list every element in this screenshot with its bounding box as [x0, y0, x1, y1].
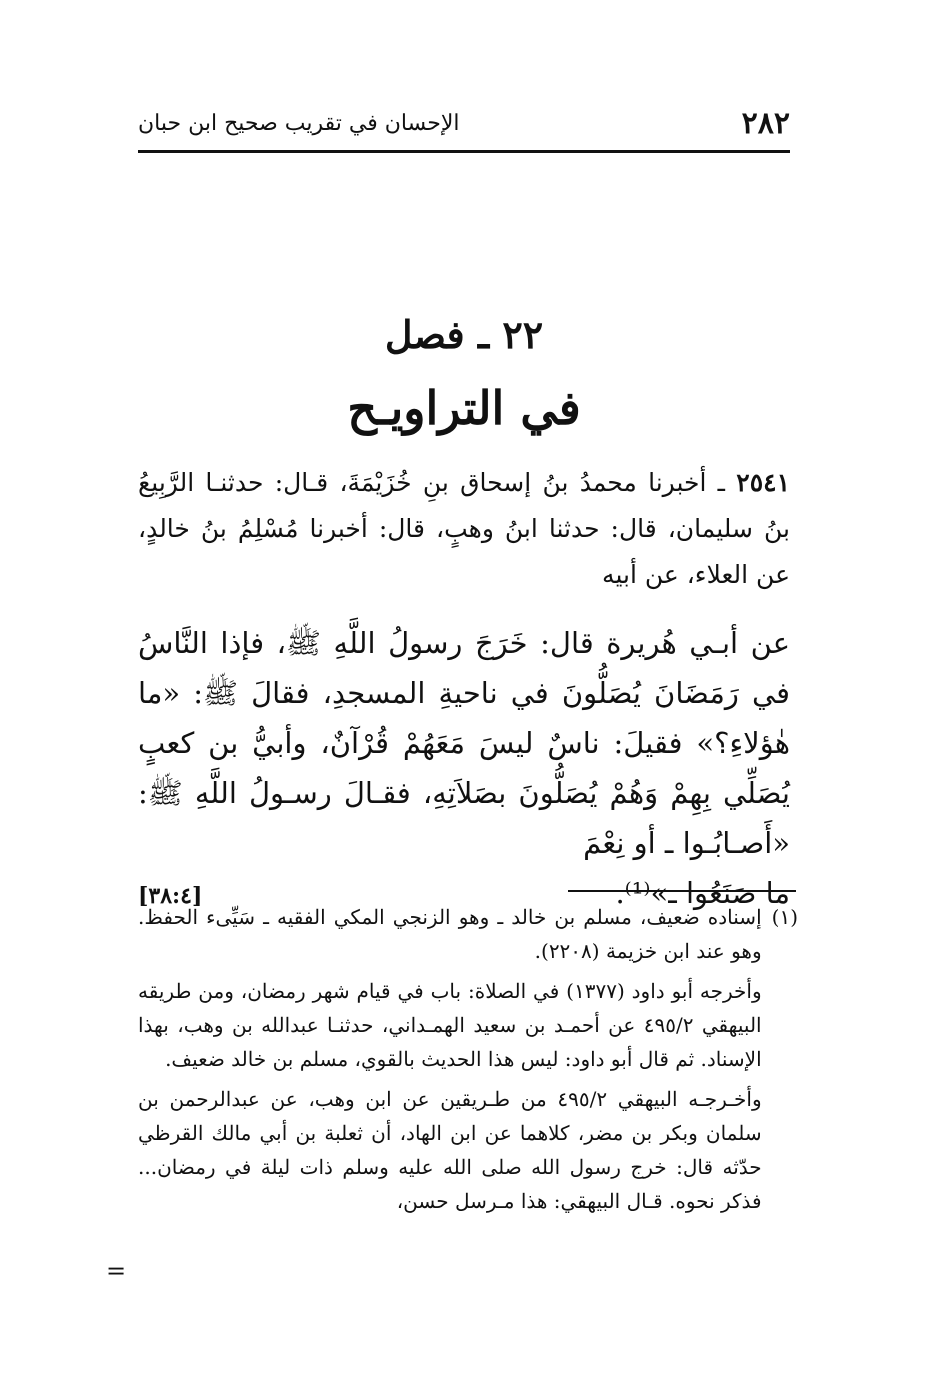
footnote-rule [568, 890, 796, 892]
footnote-paragraph: وأخـرجـه البيهقي ٤٩٥/٢ من طـريقين عن ابن وهب، عن عبدالرحمن بن سلمان وبكر بن مضر، كلاهما عن ابن الهاد، أن ثعلبة بن أبي مالك القرظي حدّثه قال: خرج رسول الله صلى الله عليه وسلم ذات ليلة في رمضان... فذكر نحوه. قـال البيهقي: هذا مـرسل حسن، [138, 1087, 762, 1213]
source-reference: [٣٨:٤] [138, 883, 203, 909]
isnad-text: ـ أخبرنا محمدُ بنُ إسحاق بنِ خُزَيْمَةَ، قـال: حدثنـا الرَّبِيعُ بنُ سليمان، قال: حدثنا ابنُ وهبٍ، قال: أخبرنا مُسْلِمُ بنُ خالدٍ، عن العلاء، عن أبيه [138, 468, 790, 589]
page-number: ٢٨٢ [741, 105, 790, 141]
continuation-mark: = [106, 1257, 127, 1285]
footnote-paragraph: وأخرجه أبو داود (١٣٧٧) في الصلاة: باب في قيام شهر رمضان، ومن طريقه البيهقي ٤٩٥/٢ عن أحمـد بن سعيد الهمـداني، حدثنـا عبدالله بن وهب، بهذا الإسناد. ثم قال أبو داود: ليس هذا الحديث بالقوي، مسلم بن خالد ضعيف. [138, 979, 762, 1071]
matn-end-text: ما صَنَعُوا ـ»⁽¹⁾. [615, 876, 790, 910]
running-title: الإحسان في تقريب صحيح ابن حبان [138, 110, 460, 136]
matn-text: عن أبـي هُريرة قال: خَرَجَ رسولُ اللَّهِ ﷺ، فإذا النَّاسُ في رَمَضَانَ يُصَلُّونَ في ناحيةِ المسجدِ، فقالَ ﷺ: «ما هٰؤلاءِ؟» فقيلَ: ناسٌ ليسَ مَعَهُمْ قُرْآنٌ، وأبيُّ بن كعبٍ يُصَلِّي بِهِمْ وَهُمْ يُصَلُّونَ بصَلاَتِهِ، فقـالَ رسـولُ اللَّهِ ﷺ: «أَصـابُـوا ـ أو نِعْمَ [138, 626, 790, 860]
hadith-matn [138, 618, 790, 921]
footnote-paragraph: إسناده ضعيف، مسلم بن خالد ـ وهو الزنجي المكي الفقيه ـ سَيِّىء الحفظ. وهو عند ابن خزيمة (٢٢٠٨). [138, 905, 762, 963]
footnote-marker: (١) [771, 905, 798, 929]
hadith-number: ٢٥٤١ [736, 468, 790, 497]
chapter-subheading: في التراويـح [347, 381, 581, 435]
header-rule [138, 150, 790, 153]
hadith-isnad [138, 460, 790, 598]
chapter-heading: ٢٢ ـ فصل [384, 312, 544, 357]
footnote-1 [138, 900, 798, 1224]
page-header [138, 100, 790, 146]
footnotes [138, 900, 798, 1224]
